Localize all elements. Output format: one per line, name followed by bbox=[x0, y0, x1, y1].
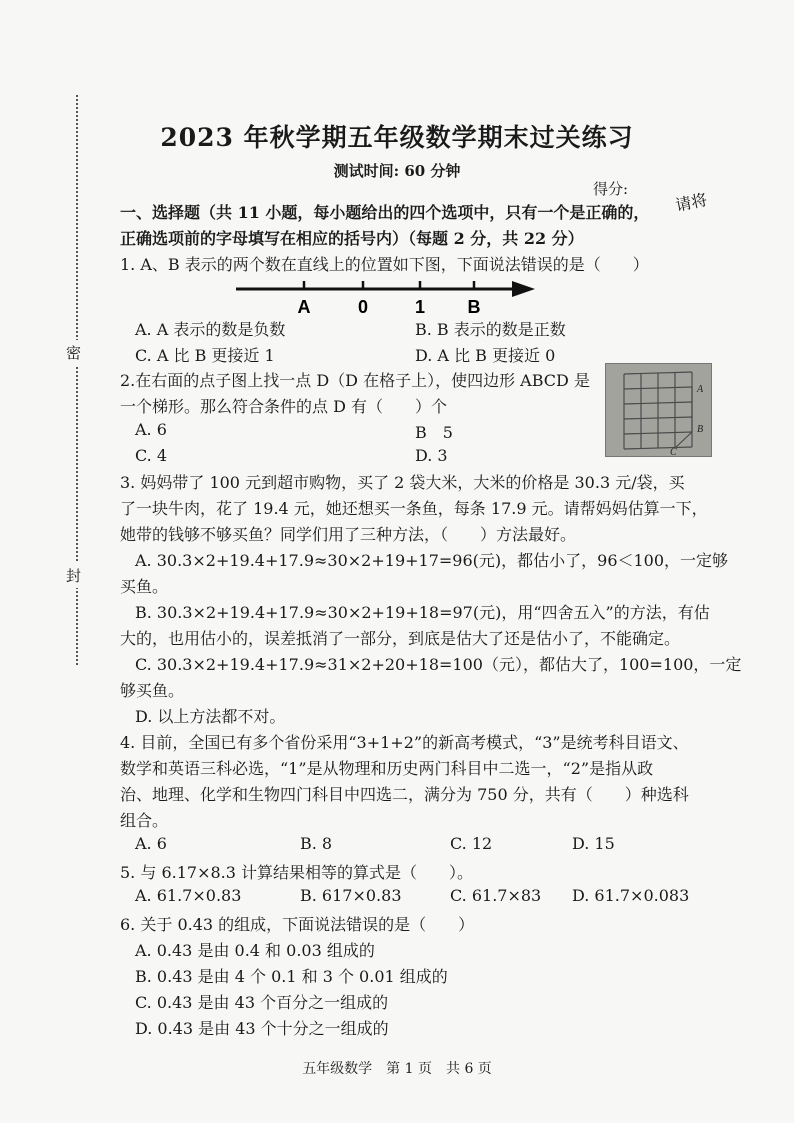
q3-option-c-2: 够买鱼。 bbox=[120, 681, 185, 700]
number-line-label-0: 0 bbox=[357, 297, 369, 317]
q4-stem-3: 治、地理、化学和生物四门科目中四选二，满分为 750 分，共有（ ）种选科 bbox=[120, 785, 689, 804]
q3-stem-1: 3. 妈妈带了 100 元到超市购物，买了 2 袋大米，大米的价格是 30.3 元/袋，买 bbox=[120, 473, 685, 492]
q2-option-d: D. 3 bbox=[415, 446, 448, 465]
q2-stem-1: 2.在右面的点子图上找一点 D（D 在格子上），使四边形 ABCD 是 bbox=[120, 371, 590, 390]
q1-option-c: C. A 比 B 更接近 1 bbox=[135, 346, 275, 365]
q6-option-d: D. 0.43 是由 43 个十分之一组成的 bbox=[135, 1019, 389, 1038]
section-heading-1: 一、选择题（共 11 小题，每小题给出的四个选项中，只有一个是正确的， bbox=[120, 203, 650, 222]
q6-stem: 6. 关于 0.43 的组成，下面说法错误的是（ ） bbox=[120, 915, 475, 934]
q3-option-b-1: B. 30.3×2+19.4+17.9≈30×2+19+18=97(元)，用“四舍五入”的方法，有估 bbox=[135, 603, 710, 622]
number-line-label-1: 1 bbox=[414, 297, 426, 317]
test-time: 测试时间: 60 分钟 bbox=[333, 162, 461, 180]
q3-option-c-1: C. 30.3×2+19.4+17.9≈31×2+20+18=100（元），都估大了，100=100，一定 bbox=[135, 655, 742, 674]
q2-option-c: C. 4 bbox=[135, 446, 168, 465]
q4-stem-4: 组合。 bbox=[120, 811, 169, 830]
seal-mark-feng: 封 bbox=[66, 563, 81, 588]
q5-option-b: B. 617×0.83 bbox=[300, 886, 402, 905]
q2-stem-2: 一个梯形。那么符合条件的点 D 有（ ）个 bbox=[120, 397, 448, 416]
q3-option-d: D. 以上方法都不对。 bbox=[135, 707, 286, 726]
q4-option-b: B. 8 bbox=[300, 834, 333, 853]
q2-option-b: B 5 bbox=[415, 423, 453, 442]
q1-option-a: A. A 表示的数是负数 bbox=[135, 320, 286, 339]
handwritten-note: 请将 bbox=[673, 189, 709, 216]
q6-option-c: C. 0.43 是由 43 个百分之一组成的 bbox=[135, 993, 389, 1012]
figure-label-b: B bbox=[697, 424, 704, 435]
dot-grid-drawing bbox=[606, 364, 711, 456]
page-title: 2023 年秋学期五年级数学期末过关练习 bbox=[160, 123, 634, 152]
section-heading-2: 正确选项前的字母填写在相应的括号内）（每题 2 分，共 22 分） bbox=[120, 229, 584, 248]
seal-mark-mi: 密 bbox=[66, 340, 81, 365]
figure-label-c: C bbox=[670, 447, 677, 456]
q1-option-d: D. A 比 B 更接近 0 bbox=[415, 346, 556, 365]
q4-option-d: D. 15 bbox=[572, 834, 615, 853]
q3-option-a-2: 买鱼。 bbox=[120, 577, 169, 596]
q5-option-d: D. 61.7×0.083 bbox=[572, 886, 690, 905]
score-label: 得分: bbox=[593, 180, 629, 198]
q6-option-a: A. 0.43 是由 0.4 和 0.03 组成的 bbox=[135, 941, 375, 960]
number-line-label-a: A bbox=[297, 297, 311, 317]
page-footer: 五年级数学 第 1 页 共 6 页 bbox=[302, 1061, 492, 1077]
number-line bbox=[232, 276, 537, 318]
q5-option-c: C. 61.7×83 bbox=[450, 886, 542, 905]
q1-option-b: B. B 表示的数是正数 bbox=[415, 320, 566, 339]
q5-stem: 5. 与 6.17×8.3 计算结果相等的算式是（ ）。 bbox=[120, 863, 474, 882]
q1-stem: 1. A、B 表示的两个数在直线上的位置如下图，下面说法错误的是（ ） bbox=[120, 255, 649, 274]
q3-option-b-2: 大的，也用估小的，误差抵消了一部分，到底是估大了还是估小了，不能确定。 bbox=[120, 629, 681, 648]
q2-option-a: A. 6 bbox=[135, 420, 167, 439]
q6-option-b: B. 0.43 是由 4 个 0.1 和 3 个 0.01 组成的 bbox=[135, 967, 448, 986]
q4-stem-1: 4. 目前，全国已有多个省份采用“3+1+2”的新高考模式，“3”是统考科目语文、 bbox=[120, 733, 689, 752]
dot-grid-figure bbox=[605, 363, 712, 457]
q3-stem-3: 她带的钱够不够买鱼？同学们用了三种方法，（ ）方法最好。 bbox=[120, 525, 577, 544]
q4-option-c: C. 12 bbox=[450, 834, 493, 853]
q5-option-a: A. 61.7×0.83 bbox=[135, 886, 242, 905]
q4-option-a: A. 6 bbox=[135, 834, 167, 853]
q3-option-a-1: A. 30.3×2+19.4+17.9≈30×2+19+17=96(元)，都估小了，96＜100，一定够 bbox=[135, 551, 729, 570]
q4-stem-2: 数学和英语三科必选，“1”是从物理和历史两门科目中二选一，“2”是指从政 bbox=[120, 759, 654, 778]
number-line-label-b: B bbox=[467, 297, 481, 317]
q3-stem-2: 了一块牛肉，花了 19.4 元，她还想买一条鱼，每条 17.9 元。请帮妈妈估算一下， bbox=[120, 499, 708, 518]
figure-label-a: A bbox=[697, 384, 704, 395]
